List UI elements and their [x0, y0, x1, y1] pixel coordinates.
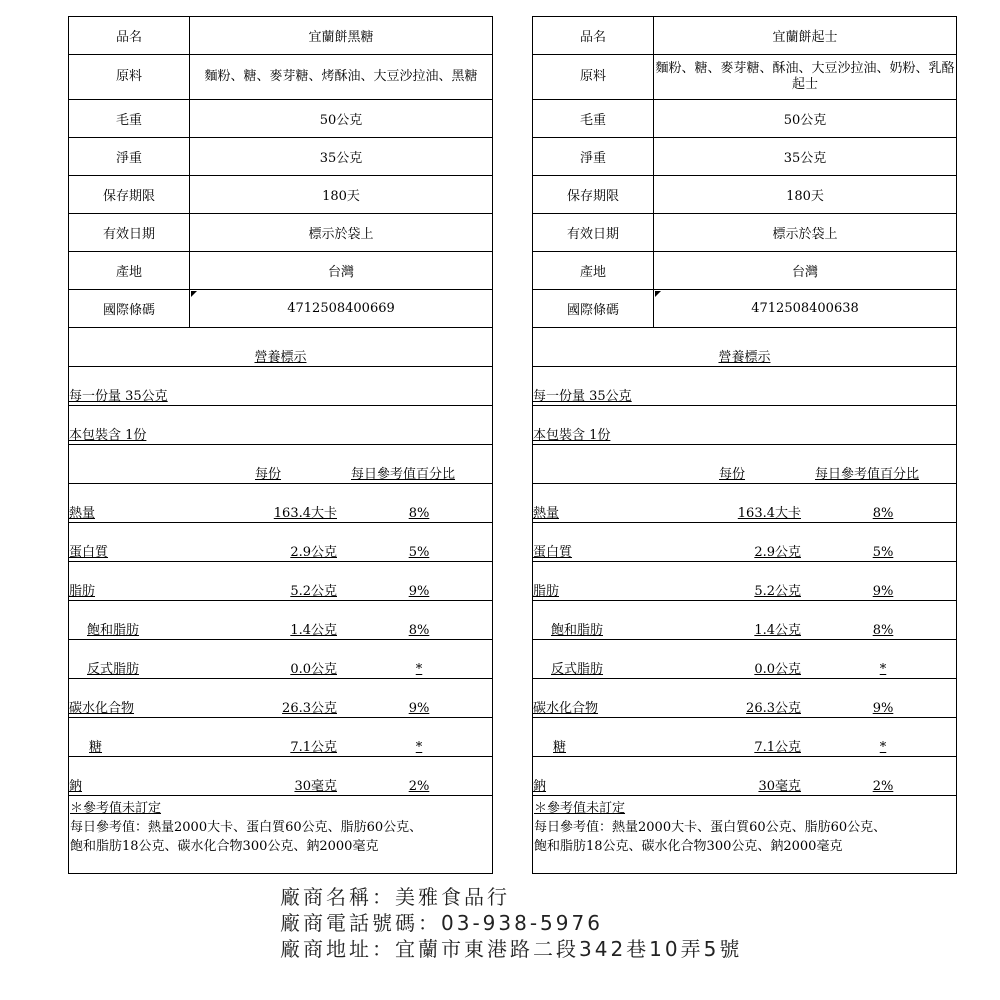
- nutrient-name: 糖: [553, 740, 567, 755]
- nutrient-name: 蛋白質: [533, 545, 573, 560]
- nutrient-name: 飽和脂肪: [551, 623, 604, 638]
- nutrient-daily-pct: 8%: [408, 623, 430, 638]
- info-row: [533, 290, 957, 328]
- info-value: 麵粉、糖、麥芽糖、酥油、大豆沙拉油、奶粉、乳酪起士: [654, 55, 957, 100]
- nutrient-amount: 163.4大卡: [737, 506, 801, 521]
- nutrient-row: [69, 718, 493, 757]
- info-label: 有效日期: [69, 214, 190, 252]
- info-label: 原料: [69, 55, 190, 100]
- info-row: [533, 252, 957, 290]
- nutrient-cell: [69, 640, 493, 679]
- nutrient-row: [69, 484, 493, 523]
- nutrient-name: 反式脂肪: [551, 662, 604, 677]
- info-value: 4712508400669: [190, 290, 493, 328]
- nutrient-amount: 5.2公克: [754, 584, 801, 599]
- nutrient-amount: 2.9公克: [290, 545, 337, 560]
- nutrient-row: [533, 484, 957, 523]
- nutrient-amount: 163.4大卡: [273, 506, 337, 521]
- col-daily-value: 每日參考值百分比: [351, 467, 456, 482]
- nutrient-cell: [533, 640, 957, 679]
- info-row: [533, 100, 957, 138]
- nutrient-row: [69, 679, 493, 718]
- nutrient-amount: 7.1公克: [290, 740, 337, 755]
- nutrient-name: 熱量: [533, 506, 560, 521]
- footnote-daily-reference: 每日參考值：熱量2000大卡、蛋白質60公克、脂肪60公克、: [70, 820, 423, 835]
- info-label: 原料: [533, 55, 654, 100]
- info-row: [533, 176, 957, 214]
- product-panel-brown-sugar: [68, 16, 493, 874]
- info-row: [533, 55, 957, 100]
- footnote-daily-reference: 每日參考值：熱量2000大卡、蛋白質60公克、脂肪60公克、: [534, 820, 887, 835]
- company-address: 廠商地址：宜蘭市東港路二段342巷10弄5號: [280, 937, 743, 961]
- nutrient-daily-pct: 5%: [408, 545, 430, 560]
- nutrient-daily-pct: *: [879, 662, 887, 677]
- nutrient-row: [533, 679, 957, 718]
- nutrient-row: [69, 601, 493, 640]
- info-row: [69, 100, 493, 138]
- nutrient-cell: [533, 718, 957, 757]
- info-label: 品名: [69, 17, 190, 55]
- nutrient-amount: 30毫克: [758, 779, 801, 794]
- nutrient-cell: [69, 718, 493, 757]
- nutrient-cell: [533, 757, 957, 796]
- company-info: [280, 884, 742, 962]
- nutrient-cell: [533, 679, 957, 718]
- info-label: 國際條碼: [69, 290, 190, 328]
- nutrient-daily-pct: *: [879, 740, 887, 755]
- nutrition-title: 營養標示: [718, 350, 771, 365]
- nutrient-daily-pct: 8%: [872, 623, 894, 638]
- nutrient-row: [69, 562, 493, 601]
- nutrient-cell: [533, 601, 957, 640]
- servings-per-pack: 本包裝含 1份: [69, 428, 147, 443]
- nutrient-amount: 2.9公克: [754, 545, 801, 560]
- nutrition-header-row: [69, 445, 493, 484]
- col-per-serving: 每份: [719, 467, 746, 482]
- nutrient-name: 熱量: [69, 506, 96, 521]
- nutrient-cell: [69, 679, 493, 718]
- nutrition-table: [68, 328, 493, 874]
- info-label: 毛重: [533, 100, 654, 138]
- company-name: 廠商名稱：美雅食品行: [280, 885, 510, 909]
- info-row: [69, 214, 493, 252]
- info-value: 台灣: [654, 252, 957, 290]
- nutrient-cell: [69, 523, 493, 562]
- nutrient-name: 脂肪: [533, 584, 560, 599]
- nutrient-name: 碳水化合物: [533, 701, 599, 716]
- nutrient-daily-pct: 2%: [872, 779, 894, 794]
- nutrition-footnote: [69, 796, 493, 874]
- info-row: [69, 290, 493, 328]
- footnote-undetermined: ＊參考值未訂定: [70, 801, 162, 816]
- nutrient-daily-pct: 9%: [408, 584, 430, 599]
- servings-row: [533, 406, 957, 445]
- info-row: [533, 138, 957, 176]
- nutrient-row: [533, 640, 957, 679]
- info-label: 品名: [533, 17, 654, 55]
- info-row: [533, 17, 957, 55]
- nutrition-title-row: [533, 328, 957, 367]
- nutrient-amount: 5.2公克: [290, 584, 337, 599]
- nutrition-table: [532, 328, 957, 874]
- info-value: 4712508400638: [654, 290, 957, 328]
- servings-row: [69, 406, 493, 445]
- footnote-daily-reference-cont: 飽和脂肪18公克、碳水化合物300公克、鈉2000毫克: [534, 839, 843, 854]
- col-daily-value: 每日參考值百分比: [815, 467, 920, 482]
- nutrient-amount: 0.0公克: [754, 662, 801, 677]
- nutrient-cell: [533, 484, 957, 523]
- nutrient-daily-pct: 9%: [872, 584, 894, 599]
- info-label: 國際條碼: [533, 290, 654, 328]
- nutrient-name: 脂肪: [69, 584, 96, 599]
- info-value: 50公克: [654, 100, 957, 138]
- product-panel-cheese: [532, 16, 957, 874]
- nutrition-footnote: [533, 796, 957, 874]
- nutrition-header-row: [533, 445, 957, 484]
- nutrient-row: [533, 562, 957, 601]
- info-label: 產地: [533, 252, 654, 290]
- nutrient-cell: [533, 523, 957, 562]
- nutrient-amount: 26.3公克: [282, 701, 337, 716]
- product-info-table: [532, 16, 957, 328]
- info-value: 標示於袋上: [190, 214, 493, 252]
- nutrient-name: 鈉: [69, 779, 83, 794]
- servings-per-pack: 本包裝含 1份: [533, 428, 611, 443]
- nutrient-daily-pct: 9%: [408, 701, 430, 716]
- col-per-serving: 每份: [255, 467, 282, 482]
- nutrient-name: 鈉: [533, 779, 547, 794]
- nutrient-name: 蛋白質: [69, 545, 109, 560]
- info-row: [69, 17, 493, 55]
- nutrient-cell: [69, 484, 493, 523]
- info-label: 有效日期: [533, 214, 654, 252]
- nutrient-row: [69, 757, 493, 796]
- nutrient-row: [533, 523, 957, 562]
- nutrient-amount: 0.0公克: [290, 662, 337, 677]
- nutrient-name: 反式脂肪: [87, 662, 140, 677]
- info-value: 麵粉、糖、麥芽糖、烤酥油、大豆沙拉油、黑糖: [190, 55, 493, 100]
- info-label: 淨重: [69, 138, 190, 176]
- info-value: 宜蘭餅黑糖: [190, 17, 493, 55]
- nutrient-name: 飽和脂肪: [87, 623, 140, 638]
- nutrient-cell: [69, 757, 493, 796]
- serving-size: 每一份量 35公克: [69, 389, 168, 404]
- nutrient-amount: 1.4公克: [290, 623, 337, 638]
- info-value: 35公克: [190, 138, 493, 176]
- info-value: 標示於袋上: [654, 214, 957, 252]
- nutrient-daily-pct: 9%: [872, 701, 894, 716]
- nutrition-title: 營養標示: [254, 350, 307, 365]
- info-label: 毛重: [69, 100, 190, 138]
- company-phone: 廠商電話號碼：03-938-5976: [280, 911, 603, 935]
- nutrient-daily-pct: 2%: [408, 779, 430, 794]
- info-label: 保存期限: [533, 176, 654, 214]
- nutrient-daily-pct: 8%: [408, 506, 430, 521]
- nutrient-amount: 26.3公克: [746, 701, 801, 716]
- nutrient-row: [69, 523, 493, 562]
- info-value: 宜蘭餅起士: [654, 17, 957, 55]
- nutrient-name: 糖: [89, 740, 103, 755]
- serving-size-row: [533, 367, 957, 406]
- footnote-undetermined: ＊參考值未訂定: [534, 801, 626, 816]
- info-row: [69, 55, 493, 100]
- info-row: [69, 176, 493, 214]
- nutrition-title-row: [69, 328, 493, 367]
- info-label: 產地: [69, 252, 190, 290]
- serving-size: 每一份量 35公克: [533, 389, 632, 404]
- footnote-daily-reference-cont: 飽和脂肪18公克、碳水化合物300公克、鈉2000毫克: [70, 839, 379, 854]
- nutrient-row: [533, 718, 957, 757]
- info-label: 淨重: [533, 138, 654, 176]
- nutrient-row: [533, 757, 957, 796]
- nutrient-row: [533, 601, 957, 640]
- nutrient-name: 碳水化合物: [69, 701, 135, 716]
- nutrient-amount: 7.1公克: [754, 740, 801, 755]
- nutrient-cell: [69, 562, 493, 601]
- nutrient-amount: 1.4公克: [754, 623, 801, 638]
- nutrient-daily-pct: 8%: [872, 506, 894, 521]
- info-value: 35公克: [654, 138, 957, 176]
- nutrient-cell: [533, 562, 957, 601]
- nutrient-cell: [69, 601, 493, 640]
- nutrient-daily-pct: 5%: [872, 545, 894, 560]
- serving-size-row: [69, 367, 493, 406]
- nutrient-daily-pct: *: [415, 662, 423, 677]
- info-value: 台灣: [190, 252, 493, 290]
- nutrient-row: [69, 640, 493, 679]
- info-row: [69, 252, 493, 290]
- info-label: 保存期限: [69, 176, 190, 214]
- info-value: 180天: [190, 176, 493, 214]
- info-value: 50公克: [190, 100, 493, 138]
- info-row: [69, 138, 493, 176]
- product-info-table: [68, 16, 493, 328]
- nutrient-daily-pct: *: [415, 740, 423, 755]
- info-row: [533, 214, 957, 252]
- info-value: 180天: [654, 176, 957, 214]
- nutrient-amount: 30毫克: [294, 779, 337, 794]
